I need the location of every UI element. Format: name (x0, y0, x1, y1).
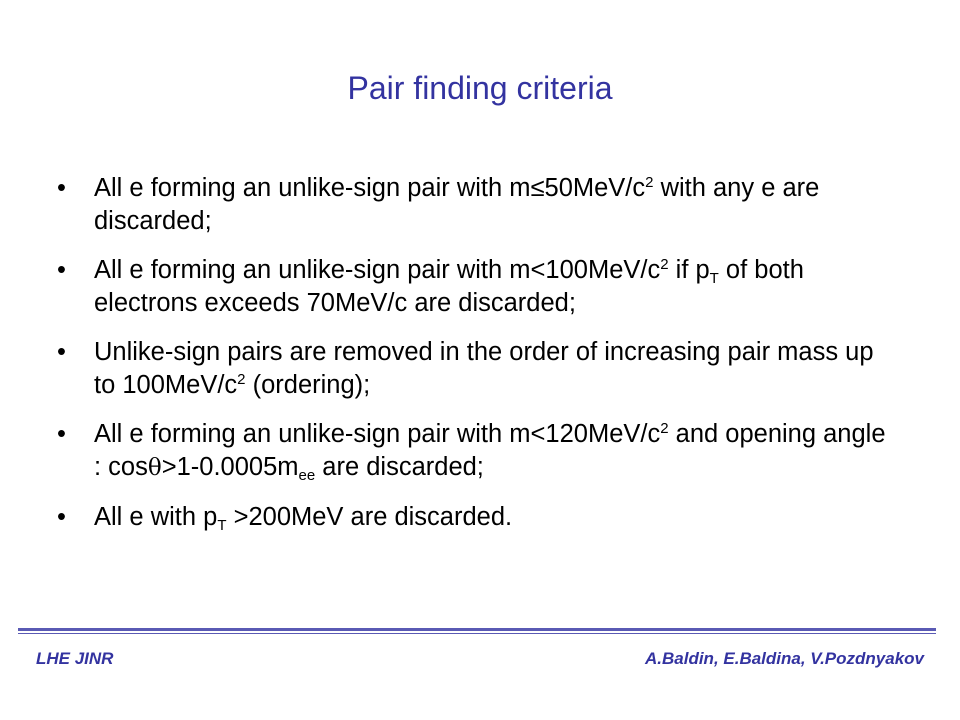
superscript: 2 (660, 420, 669, 437)
bullet-item (57, 254, 897, 320)
footer-divider (18, 628, 936, 631)
bullet-text: if p (668, 256, 710, 284)
bullet-text: and opening angle : cos (94, 420, 886, 481)
subscript: T (709, 270, 719, 287)
bullet-text: All e forming an unlike-sign pair with m≤50MeV/c (94, 174, 646, 202)
bullet-text: >1-0.0005m (161, 453, 299, 481)
bullet-item (57, 172, 897, 238)
bullet-text: >200MeV are discarded. (226, 503, 513, 531)
superscript: 2 (645, 174, 654, 191)
bullet-item (57, 336, 897, 402)
slide-title: Pair finding criteria (347, 70, 613, 106)
bullet-text: (ordering); (245, 371, 371, 399)
bullet-dot: • (57, 174, 66, 202)
superscript: 2 (237, 371, 246, 388)
bullet-dot: • (57, 338, 66, 366)
bullet-dot: • (57, 420, 66, 448)
bullet-text: All e forming an unlike-sign pair with m<100MeV/c (94, 256, 661, 284)
footer-authors: A.Baldin, E.Baldina, V.Pozdnyakov (645, 649, 924, 668)
subscript: T (217, 517, 227, 534)
bullet-item (57, 501, 897, 534)
subscript: ee (298, 467, 316, 484)
theta-symbol: θ (147, 455, 162, 481)
superscript: 2 (660, 256, 669, 273)
bullet-text: are discarded; (315, 453, 484, 481)
bullet-list (57, 172, 897, 550)
bullet-dot: • (57, 256, 66, 284)
bullet-text: All e with p (94, 503, 218, 531)
bullet-text: with any e are discarded; (94, 174, 820, 235)
footer-institution: LHE JINR (36, 649, 114, 668)
bullet-dot: • (57, 503, 66, 531)
bullet-text: All e forming an unlike-sign pair with m<120MeV/c (94, 420, 661, 448)
bullet-text: of both electrons exceeds 70MeV/c are discarded; (94, 256, 804, 317)
bullet-item (57, 418, 897, 485)
footer-divider-thin (18, 633, 936, 634)
bullet-text: Unlike-sign pairs are removed in the order of increasing pair mass up to 100MeV/c (94, 338, 874, 399)
